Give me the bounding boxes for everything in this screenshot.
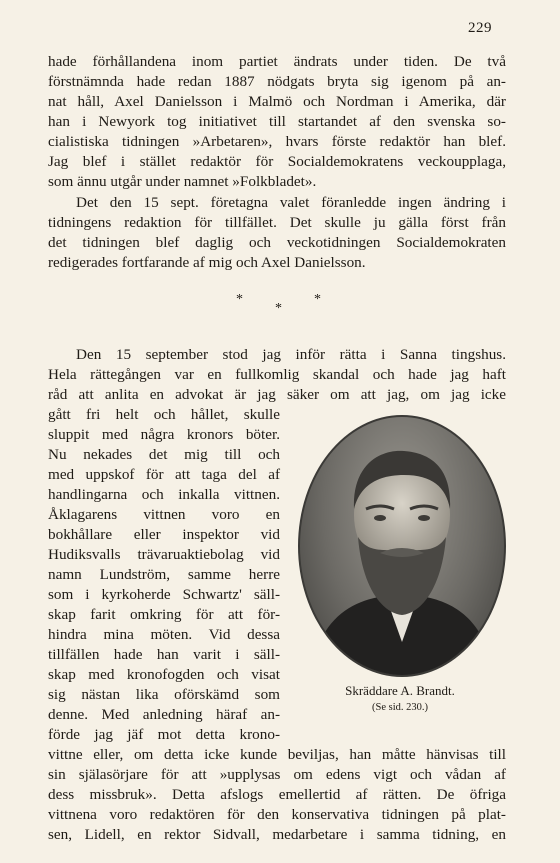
portrait-caption: Skräddare A. Brandt.: [345, 683, 455, 698]
text-line: denne. Med anledning häraf an-: [48, 706, 280, 723]
text-line: namn Lundström, samme herre: [48, 566, 280, 583]
text-line: hade förhållandena inom partiet ändrats under tiden. De två: [48, 53, 506, 70]
text-line: sluppit med några kronors böter.: [48, 426, 280, 443]
text-line: det tidningen blef daglig och veckotidningen Socialdemokraten: [48, 234, 506, 251]
text-line: dess missbruk». Detta afslogs emellertid af rätten. De öfriga: [48, 786, 506, 803]
text-line: cialistiska tidningen »Arbetaren», hvars förste redaktör han blef.: [48, 133, 506, 150]
text-line: råd att anlita en advokat är jag säker om att jag, om jag icke: [48, 386, 506, 403]
text-line: tillfällen hade han varit i säll-: [48, 646, 280, 663]
portrait-reference: (Se sid. 230.): [372, 702, 428, 713]
text-line: nat håll, Axel Danielsson i Malmö och Nordman i Amerika, där: [48, 93, 506, 110]
section-break-star: *: [275, 301, 282, 316]
text-line: Den 15 september stod jag inför rätta i Sanna tingshus.: [76, 346, 506, 363]
text-line: som ännu utgår under namnet »Folkbladet».: [48, 173, 317, 190]
text-line: Det den 15 sept. företagna valet föranledde ingen ändring i: [76, 194, 506, 211]
text-line: sin själasörjare för att »upplysas om edens vigt och vådan af: [48, 766, 506, 783]
text-line: skap med kronofogden och visat: [48, 666, 280, 683]
text-line: handlingarna och inkalla vittnen.: [48, 486, 280, 503]
text-line: Jag blef i stället redaktör för Socialdemokratens veckoupplaga,: [48, 153, 506, 170]
text-line: redigerades fortfarande af mig och Axel Danielsson.: [48, 254, 366, 271]
text-line: sig nästan lika oförskämd som: [48, 686, 280, 703]
text-line: Åklagarens vittnen voro en: [48, 506, 280, 523]
text-line: bokhållare eller inspektor vid: [48, 526, 280, 543]
portrait-photo: [298, 415, 506, 677]
text-line: förstnämnda hade redan 1887 nödgats bryta sig igenom på an-: [48, 73, 506, 90]
section-break-star: *: [236, 292, 243, 307]
text-line: Nu nekades det mig till och: [48, 446, 280, 463]
text-line: som i kyrkoherde Schwartz' säll-: [48, 586, 280, 603]
text-line: Hela rättegången var en fullkomlig skandal och hade jag haft: [48, 366, 506, 383]
text-line: gått fri helt och hållet, skulle: [48, 406, 280, 423]
text-line: förde jag jäf mot detta krono-: [48, 726, 280, 743]
text-line: skap farit omkring för att för-: [48, 606, 280, 623]
page-number: 229: [468, 20, 492, 36]
text-line: Hudiksvalls trävaruaktiebolag vid: [48, 546, 280, 563]
text-line: sen, Lidell, en rektor Sidvall, medarbetare i samma tidning, en: [48, 826, 506, 843]
text-line: tidningens redaktion för tillfället. Det skulle ju gälla först från: [48, 214, 506, 231]
text-line: vittne eller, om detta icke kunde beviljas, han måtte hänvisas till: [48, 746, 506, 763]
text-line: hindra mina möten. Vid dessa: [48, 626, 280, 643]
text-line: vittnena voro redaktören för den konservativa tidningen på plat-: [48, 806, 506, 823]
text-line: han i Newyork tog initiativet till startandet af den svenska so-: [48, 113, 506, 130]
section-break-star: *: [314, 292, 321, 307]
text-line: med uppskof för att taga del af: [48, 466, 280, 483]
